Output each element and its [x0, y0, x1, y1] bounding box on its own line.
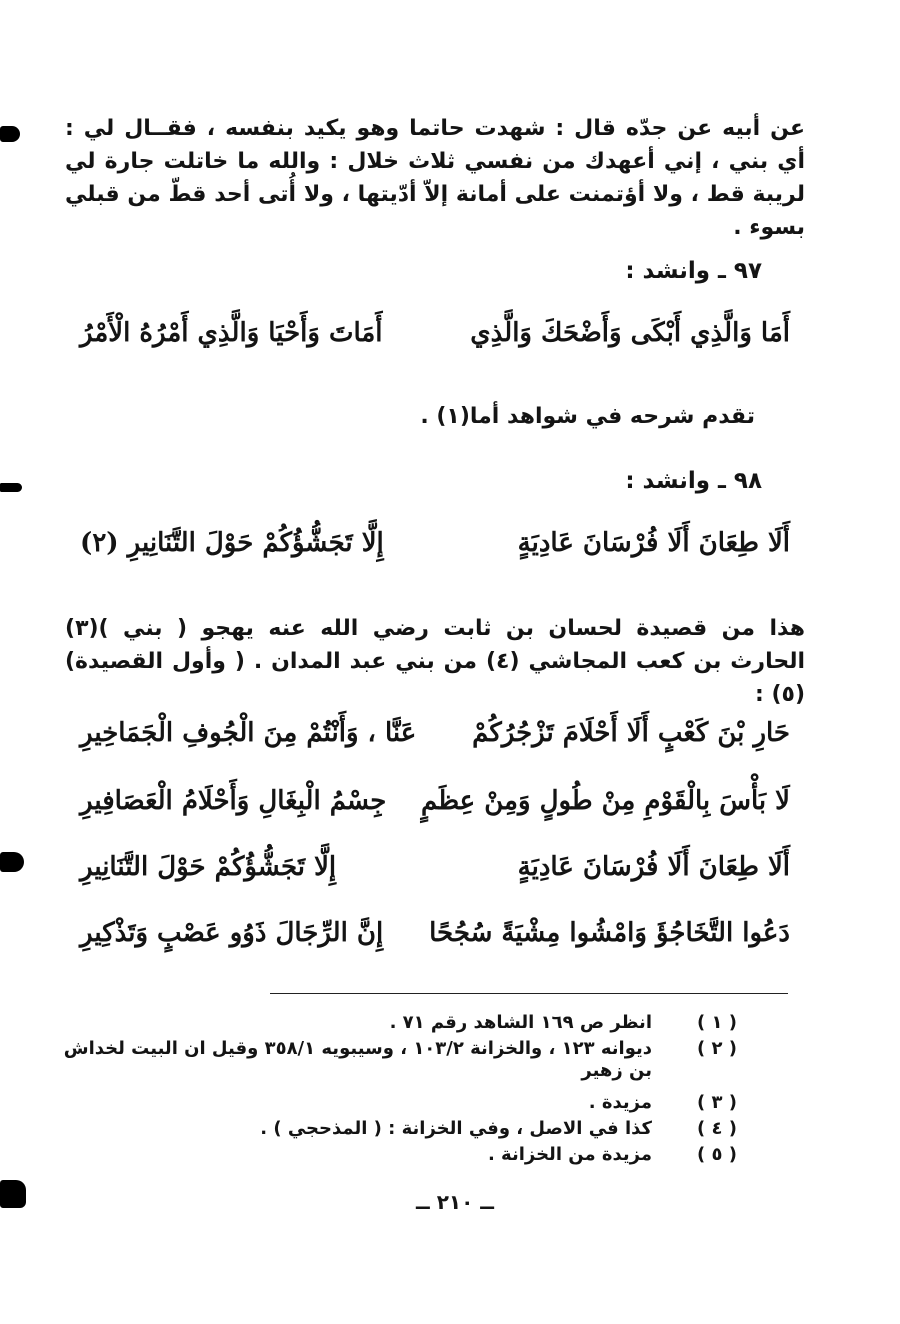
- verse-first-half: أَلَا طِعَانَ أَلَا فُرْسَانَ عَادِيَةٍ: [517, 852, 790, 882]
- verse-second-half: إِلَّا تَجَشُّؤُكُمْ حَوْلَ التَّنَانِيرِ (٢): [80, 528, 384, 558]
- verse-second-half: أَمَاتَ وَأَحْيَا وَالَّذِي أَمْرُهُ الْأَمْرُ: [80, 318, 383, 348]
- footnote-number: ( ٢ ): [697, 1038, 737, 1059]
- page-number: ــ ٢١٠ ــ: [416, 1190, 494, 1214]
- footnote-text: كذا في الاصل ، وفي الخزانة : ( المذحجي ) .: [260, 1118, 652, 1139]
- verse-first-half: أَمَا وَالَّذِي أَبْكَى وَأَضْحَكَ وَالَّذِي: [470, 318, 790, 348]
- scan-mark: [0, 1180, 26, 1208]
- footnote-number: ( ٤ ): [697, 1118, 737, 1139]
- poem-line: [70, 918, 790, 973]
- poem-line: [70, 786, 790, 841]
- verse-first-half: لَا بَأْسَ بِالْقَوْمِ مِنْ طُولٍ وَمِنْ عِظَمٍ: [421, 786, 790, 816]
- scan-mark: [0, 852, 24, 872]
- footnote-text: مزيدة .: [588, 1092, 652, 1113]
- poem-line: [70, 852, 790, 907]
- entry-98-heading: ٩٨ ـ وانشد :: [625, 468, 762, 494]
- verse-second-half: جِسْمُ الْبِغَالِ وَأَحْلَامُ الْعَصَافِيرِ: [80, 786, 387, 816]
- footnote-number: ( ٥ ): [697, 1144, 737, 1165]
- verse-first-half: دَعُوا التَّخَاجُؤَ وَامْشُوا مِشْيَةً سُجُحًا: [429, 918, 790, 948]
- footnote-text: ديوانه ١٢٣ ، والخزانة ١٠٣/٢ ، وسيبويه ٣٥٨/١ وقيل ان البيت لخداش بن زهير: [63, 1038, 652, 1081]
- scan-mark: [0, 483, 22, 492]
- entry-97-heading: ٩٧ ـ وانشد :: [625, 258, 762, 284]
- poem-line: [70, 718, 790, 773]
- verse-second-half: إِلَّا تَجَشُّؤُكُمْ حَوْلَ التَّنَانِيرِ: [80, 852, 337, 882]
- footnote-number: ( ٣ ): [697, 1092, 737, 1113]
- verse-second-half: عَنَّا ، وَأَنْتُمْ مِنَ الْجُوفِ الْجَمَاخِيرِ: [80, 718, 417, 748]
- footnote-number: ( ١ ): [697, 1012, 737, 1033]
- verse-first-half: أَلَا طِعَانَ أَلَا فُرْسَانَ عَادِيَةٍ: [517, 528, 790, 558]
- entry-98-verse: [70, 528, 790, 580]
- verse-first-half: حَارِ بْنَ كَعْبٍ أَلَا أَحْلَامَ تَزْجُرُكُمْ: [472, 718, 790, 748]
- footnote-divider: [270, 993, 788, 994]
- footnote-text: مزيدة من الخزانة .: [487, 1144, 652, 1165]
- intro-paragraph: عن أبيه عن جدّه قال : شهدت حاتما وهو يكيد بنفسه ، فقــال لي : أي بني ، إني أعهدك من نفسي ثلاث خلال : والله ما خاتلت جارة لي لريبة قط ، ولا أؤتمنت على أمانة إلاّ أدّيتها ، ولا أُتى أحد قطّ من قبلي بسوء .: [65, 116, 805, 240]
- entry-97-note: تقدم شرحه في شواهد أما(١) .: [420, 404, 755, 429]
- footnote-text: انظر ص ١٦٩ الشاهد رقم ٧١ .: [389, 1012, 652, 1033]
- verse-second-half: إِنَّ الرِّجَالَ ذَوُو عَصْبٍ وَتَذْكِيرِ: [80, 918, 384, 948]
- scan-mark: [0, 126, 20, 142]
- entry-97-verse: [70, 318, 790, 370]
- entry-98-commentary: هذا من قصيدة لحسان بن ثابت رضي الله عنه يهجو ( بني )(٣) الحارث بن كعب المجاشي (٤) من بني عبد المدان . ( وأول القصيدة)(٥) :: [65, 616, 805, 707]
